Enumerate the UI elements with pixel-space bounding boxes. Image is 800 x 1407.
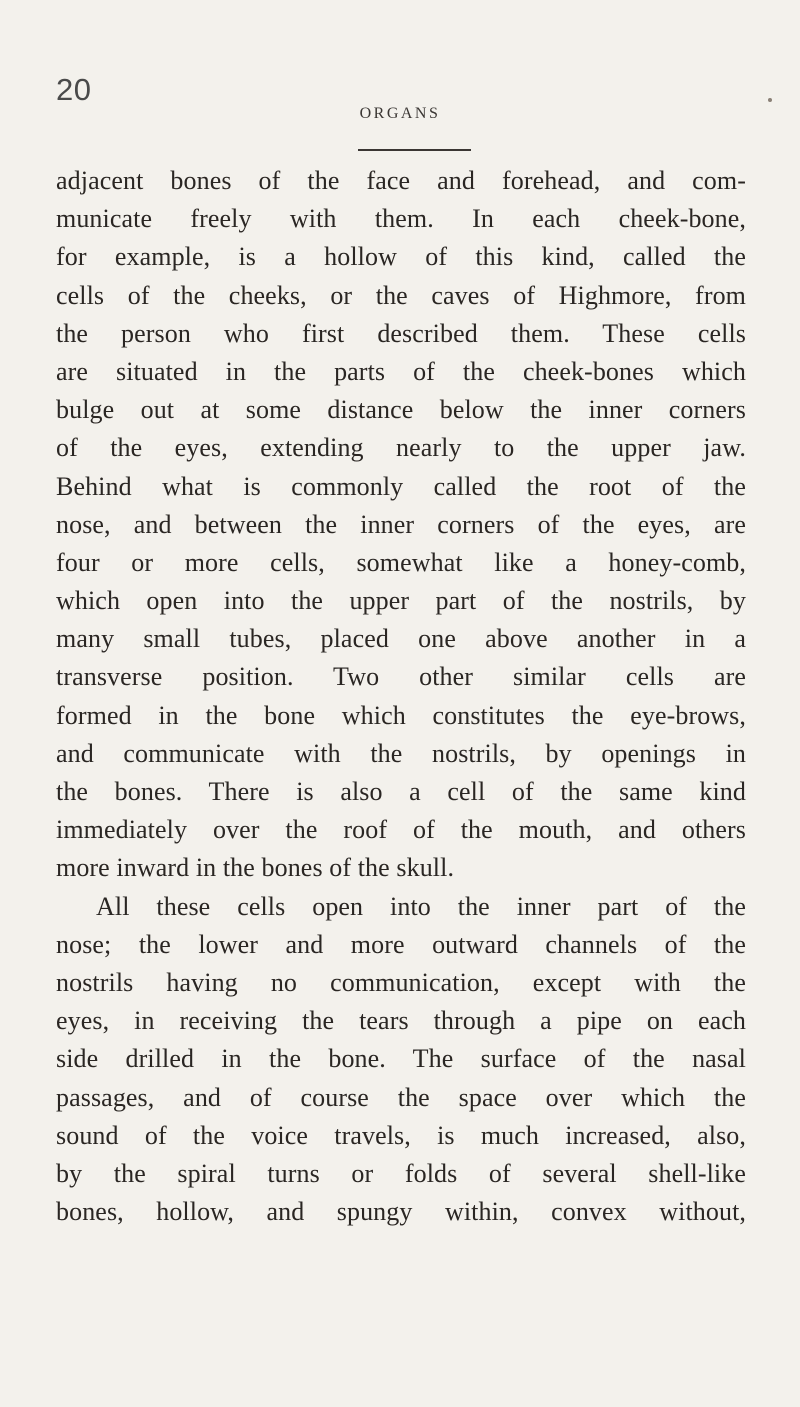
- page-number: 20: [56, 72, 92, 107]
- text-line: passages, and of course the space over which the: [56, 1082, 746, 1112]
- text-line: the person who first described them. These cells: [56, 318, 746, 348]
- text-line: the bones. There is also a cell of the same kind: [56, 777, 746, 806]
- text-line: and communicate with the nostrils, by openings in: [56, 738, 746, 768]
- text-line: immediately over the roof of the mouth, and others: [56, 815, 746, 845]
- running-head: ORGANS: [359, 105, 441, 122]
- text-line: of the eyes, extending nearly to the upper jaw.: [56, 433, 746, 463]
- text-line: eyes, in receiving the tears through a pipe on each: [56, 1006, 746, 1036]
- text-line: transverse position. Two other similar cells are: [56, 662, 746, 692]
- text-line: nose, and between the inner corners of the eyes, are: [56, 509, 746, 539]
- text-line: which open into the upper part of the nostrils, by: [56, 586, 746, 616]
- paper-speck: [768, 98, 772, 102]
- text-line: municate freely with them. In each cheek-bone,: [56, 204, 746, 234]
- text-line: for example, is a hollow of this kind, called the: [56, 242, 746, 272]
- text-line: sound of the voice travels, is much increased, also,: [56, 1120, 746, 1150]
- text-line: more inward in the bones of the skull.: [56, 853, 455, 883]
- text-line: cells of the cheeks, or the caves of Highmore, from: [56, 280, 746, 310]
- text-line: many small tubes, placed one above another in a: [56, 624, 746, 654]
- text-line: bulge out at some distance below the inner corners: [56, 395, 746, 425]
- text-line: four or more cells, somewhat like a honey-comb,: [56, 547, 746, 577]
- text-line: bones, hollow, and spungy within, convex without,: [56, 1197, 746, 1227]
- header-rule: [358, 149, 471, 151]
- text-line: nostrils having no communication, except with the: [56, 967, 746, 997]
- text-line: adjacent bones of the face and forehead, and com-: [56, 166, 746, 195]
- text-line: All these cells open into the inner part of the: [96, 891, 746, 921]
- text-line: formed in the bone which constitutes the eye-brows,: [56, 700, 746, 730]
- body-text: [56, 162, 746, 1231]
- text-line: are situated in the parts of the cheek-bones which: [56, 356, 746, 386]
- text-line: by the spiral turns or folds of several shell-like: [56, 1158, 746, 1188]
- text-line: side drilled in the bone. The surface of the nasal: [56, 1044, 746, 1074]
- text-line: nose; the lower and more outward channels of the: [56, 929, 746, 959]
- text-line: Behind what is commonly called the root of the: [56, 471, 746, 501]
